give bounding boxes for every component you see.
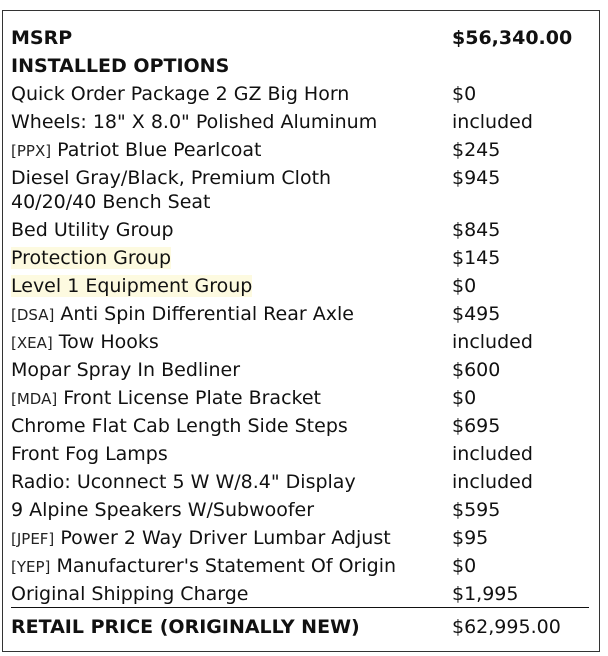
option-code: [XEA] <box>11 334 53 352</box>
option-price: $695 <box>452 415 501 437</box>
option-price: $0 <box>452 275 477 297</box>
option-label: Front Fog Lamps <box>11 443 168 465</box>
option-price: $145 <box>452 247 501 269</box>
option-name <box>11 218 174 242</box>
option-price: $0 <box>452 555 477 577</box>
option-code: [MDA] <box>11 390 58 408</box>
option-label: Original Shipping Charge <box>11 583 249 605</box>
option-name <box>11 274 252 298</box>
option-name <box>11 138 261 163</box>
option-name <box>11 302 354 327</box>
option-label: Chrome Flat Cab Length Side Steps <box>11 415 348 437</box>
option-label: Mopar Spray In Bedliner <box>11 359 241 381</box>
option-name <box>11 386 321 411</box>
option-name <box>11 470 356 494</box>
option-name <box>11 554 396 579</box>
option-label: Protection Group <box>11 247 172 269</box>
option-code: [PPX] <box>11 142 52 160</box>
option-label: Tow Hooks <box>58 331 159 353</box>
option-label: Quick Order Package 2 GZ Big Horn <box>11 83 350 105</box>
option-label: Level 1 Equipment Group <box>11 275 253 297</box>
option-label: 9 Alpine Speakers W/Subwoofer <box>11 499 315 521</box>
option-label: Front License Plate Bracket <box>63 387 321 409</box>
total-divider <box>11 607 589 608</box>
option-code: [YEP] <box>11 558 51 576</box>
option-name <box>11 166 331 214</box>
option-label: Power 2 Way Driver Lumbar Adjust <box>60 527 391 549</box>
option-label-line2: 40/20/40 Bench Seat <box>11 191 211 213</box>
total-value: $62,995.00 <box>452 616 561 638</box>
total-label: RETAIL PRICE (ORIGINALLY NEW) <box>11 616 360 638</box>
option-label: Patriot Blue Pearlcoat <box>57 139 262 161</box>
option-name <box>11 82 349 106</box>
option-name <box>11 526 391 551</box>
option-code: [DSA] <box>11 306 55 324</box>
section-title: INSTALLED OPTIONS <box>11 55 230 77</box>
option-price: $0 <box>452 387 477 409</box>
option-label: Manufacturer's Statement Of Origin <box>56 555 397 577</box>
window-sticker <box>2 10 600 652</box>
option-label: Anti Spin Differential Rear Axle <box>60 303 354 325</box>
option-price: $945 <box>452 167 501 189</box>
option-price: included <box>452 331 533 353</box>
option-price: $495 <box>452 303 501 325</box>
option-name <box>11 442 168 466</box>
option-price: $595 <box>452 499 501 521</box>
option-label: Diesel Gray/Black, Premium Cloth <box>11 167 332 189</box>
msrp-label: MSRP <box>11 27 73 49</box>
option-name <box>11 582 249 606</box>
option-price: $845 <box>452 219 501 241</box>
option-price: included <box>452 471 533 493</box>
option-label: Radio: Uconnect 5 W W/8.4" Display <box>11 471 356 493</box>
option-price: $0 <box>452 83 477 105</box>
option-price: included <box>452 443 533 465</box>
option-price: $1,995 <box>452 583 519 605</box>
option-price: $95 <box>452 527 489 549</box>
msrp-value: $56,340.00 <box>452 27 573 49</box>
option-price: included <box>452 111 533 133</box>
option-label: Wheels: 18" X 8.0" Polished Aluminum <box>11 111 378 133</box>
option-label: Bed Utility Group <box>11 219 174 241</box>
option-price: $600 <box>452 359 501 381</box>
option-name <box>11 330 159 355</box>
option-name <box>11 414 348 438</box>
option-code: [JPEF] <box>11 530 55 548</box>
option-name <box>11 246 171 270</box>
option-price: $245 <box>452 139 501 161</box>
option-name <box>11 358 240 382</box>
option-name <box>11 110 377 134</box>
option-name <box>11 498 314 522</box>
